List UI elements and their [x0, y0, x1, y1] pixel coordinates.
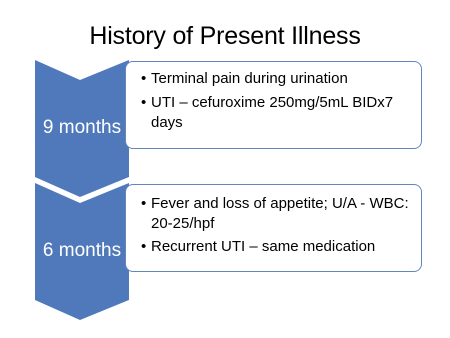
bullet-text: Terminal pain during urination [151, 70, 348, 87]
bullet-text: Fever and loss of appetite; U/A - WBC: 20-25/hpf [151, 195, 409, 232]
details-box-9-months [125, 61, 422, 149]
bullet-text: Recurrent UTI – same medication [151, 238, 376, 255]
chevron-label-9-months: 9 months [42, 117, 122, 138]
bullet-text: UTI – cefuroxime 250mg/5mL BIDx7 days [151, 94, 394, 131]
bullet-list-6-months [141, 194, 415, 257]
bullet-item [141, 194, 415, 234]
bullet-glyph: • [141, 70, 147, 87]
bullet-glyph: • [141, 94, 147, 111]
chevron-label-6-months: 6 months [42, 240, 122, 261]
bullet-item [141, 93, 415, 133]
bullet-item [141, 237, 415, 257]
details-box-6-months [125, 184, 422, 272]
bullet-glyph: • [141, 195, 147, 212]
bullet-list-9-months [141, 69, 415, 133]
bullet-glyph: • [141, 238, 147, 255]
slide-title: History of Present Illness [89, 22, 361, 50]
bullet-item [141, 69, 415, 89]
